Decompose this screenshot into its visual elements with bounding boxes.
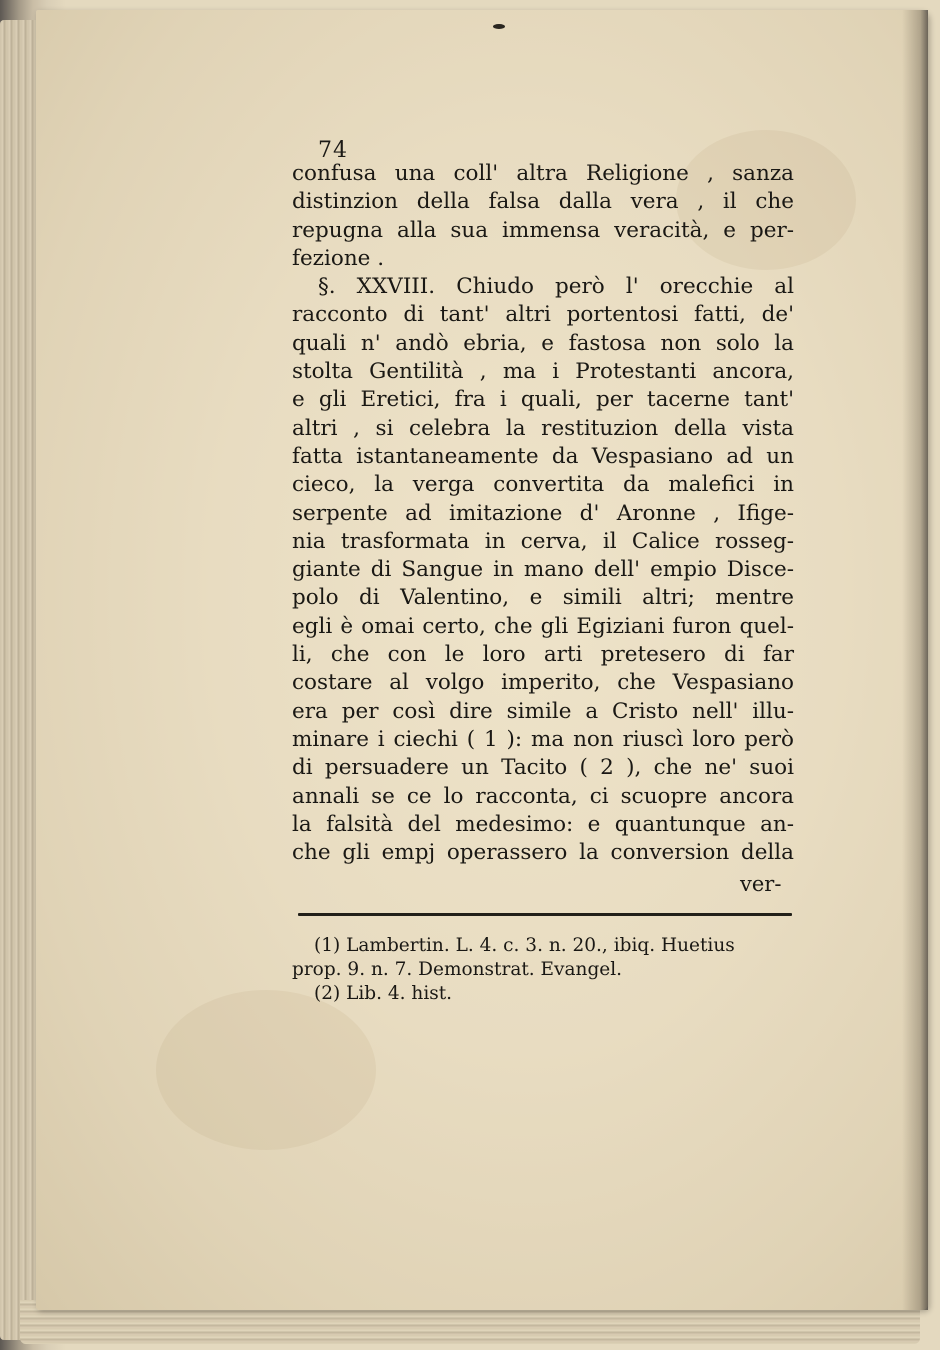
paper-stain <box>156 990 376 1150</box>
ink-mark <box>493 24 505 29</box>
page-number: 74 <box>318 138 348 163</box>
text-line: e gli Eretici, fra i quali, per tacerne tant' <box>292 387 794 413</box>
text-line: quali n' andò ebria, e fastosa non solo la <box>292 330 794 356</box>
text-line: giante di Sangue in mano dell' empio Disce- <box>292 557 794 583</box>
text-line: annali se ce lo racconta, ci scuopre ancora <box>292 783 794 809</box>
footnote-continuation: prop. 9. n. 7. Demonstrat. Evangel. <box>292 959 623 980</box>
text-line: repugna alla sua immensa veracità, e per- <box>292 217 794 243</box>
section-heading-line: §. XXVIII. Chiudo però l' orecchie al <box>318 274 794 300</box>
footnote: (1) Lambertin. L. 4. c. 3. n. 20., ibiq. Huetius <box>314 935 735 956</box>
footnotes <box>292 934 804 1006</box>
text-line: di persuadere un Tacito ( 2 ), che ne' suoi <box>292 755 794 781</box>
text-line: fatta istantaneamente da Vespasiano ad un <box>292 443 794 469</box>
text-line: stolta Gentilità , ma i Protestanti ancora, <box>292 359 794 385</box>
text-line: costare al volgo imperito, che Vespasiano <box>292 670 794 696</box>
body-text <box>292 160 794 867</box>
binding-gutter <box>902 10 928 1310</box>
text-line: confusa una coll' altra Religione , sanza <box>292 161 794 186</box>
catchword: ver- <box>740 872 782 896</box>
text-line: li, che con le loro arti pretesero di far <box>292 642 794 668</box>
text-line: polo di Valentino, e simili altri; mentre <box>292 585 794 611</box>
text-line: nia trasformata in cerva, il Calice rosseg- <box>292 528 794 554</box>
text-line: egli è omai certo, che gli Egiziani furon quel- <box>292 613 794 639</box>
text-line: racconto di tant' altri portentosi fatti, de' <box>292 302 794 328</box>
text-line: fezione . <box>292 245 385 271</box>
text-line: era per così dire simile a Cristo nell' illu- <box>292 698 794 724</box>
text-line: serpente ad imitazione d' Aronne , Ifige- <box>292 500 794 526</box>
text-line: la falsità del medesimo: e quantunque an- <box>292 811 794 837</box>
text-line: che gli empj operassero la conversion della <box>292 840 794 866</box>
text-line: altri , si celebra la restituzion della vista <box>292 415 794 441</box>
text-line: cieco, la verga convertita da malefici in <box>292 472 794 498</box>
footnote-rule <box>298 913 792 916</box>
text-line: distinzion della falsa dalla vera , il che <box>292 189 794 215</box>
footnote: (2) Lib. 4. hist. <box>314 983 453 1004</box>
text-line: minare i ciechi ( 1 ): ma non riuscì loro però <box>292 726 794 752</box>
